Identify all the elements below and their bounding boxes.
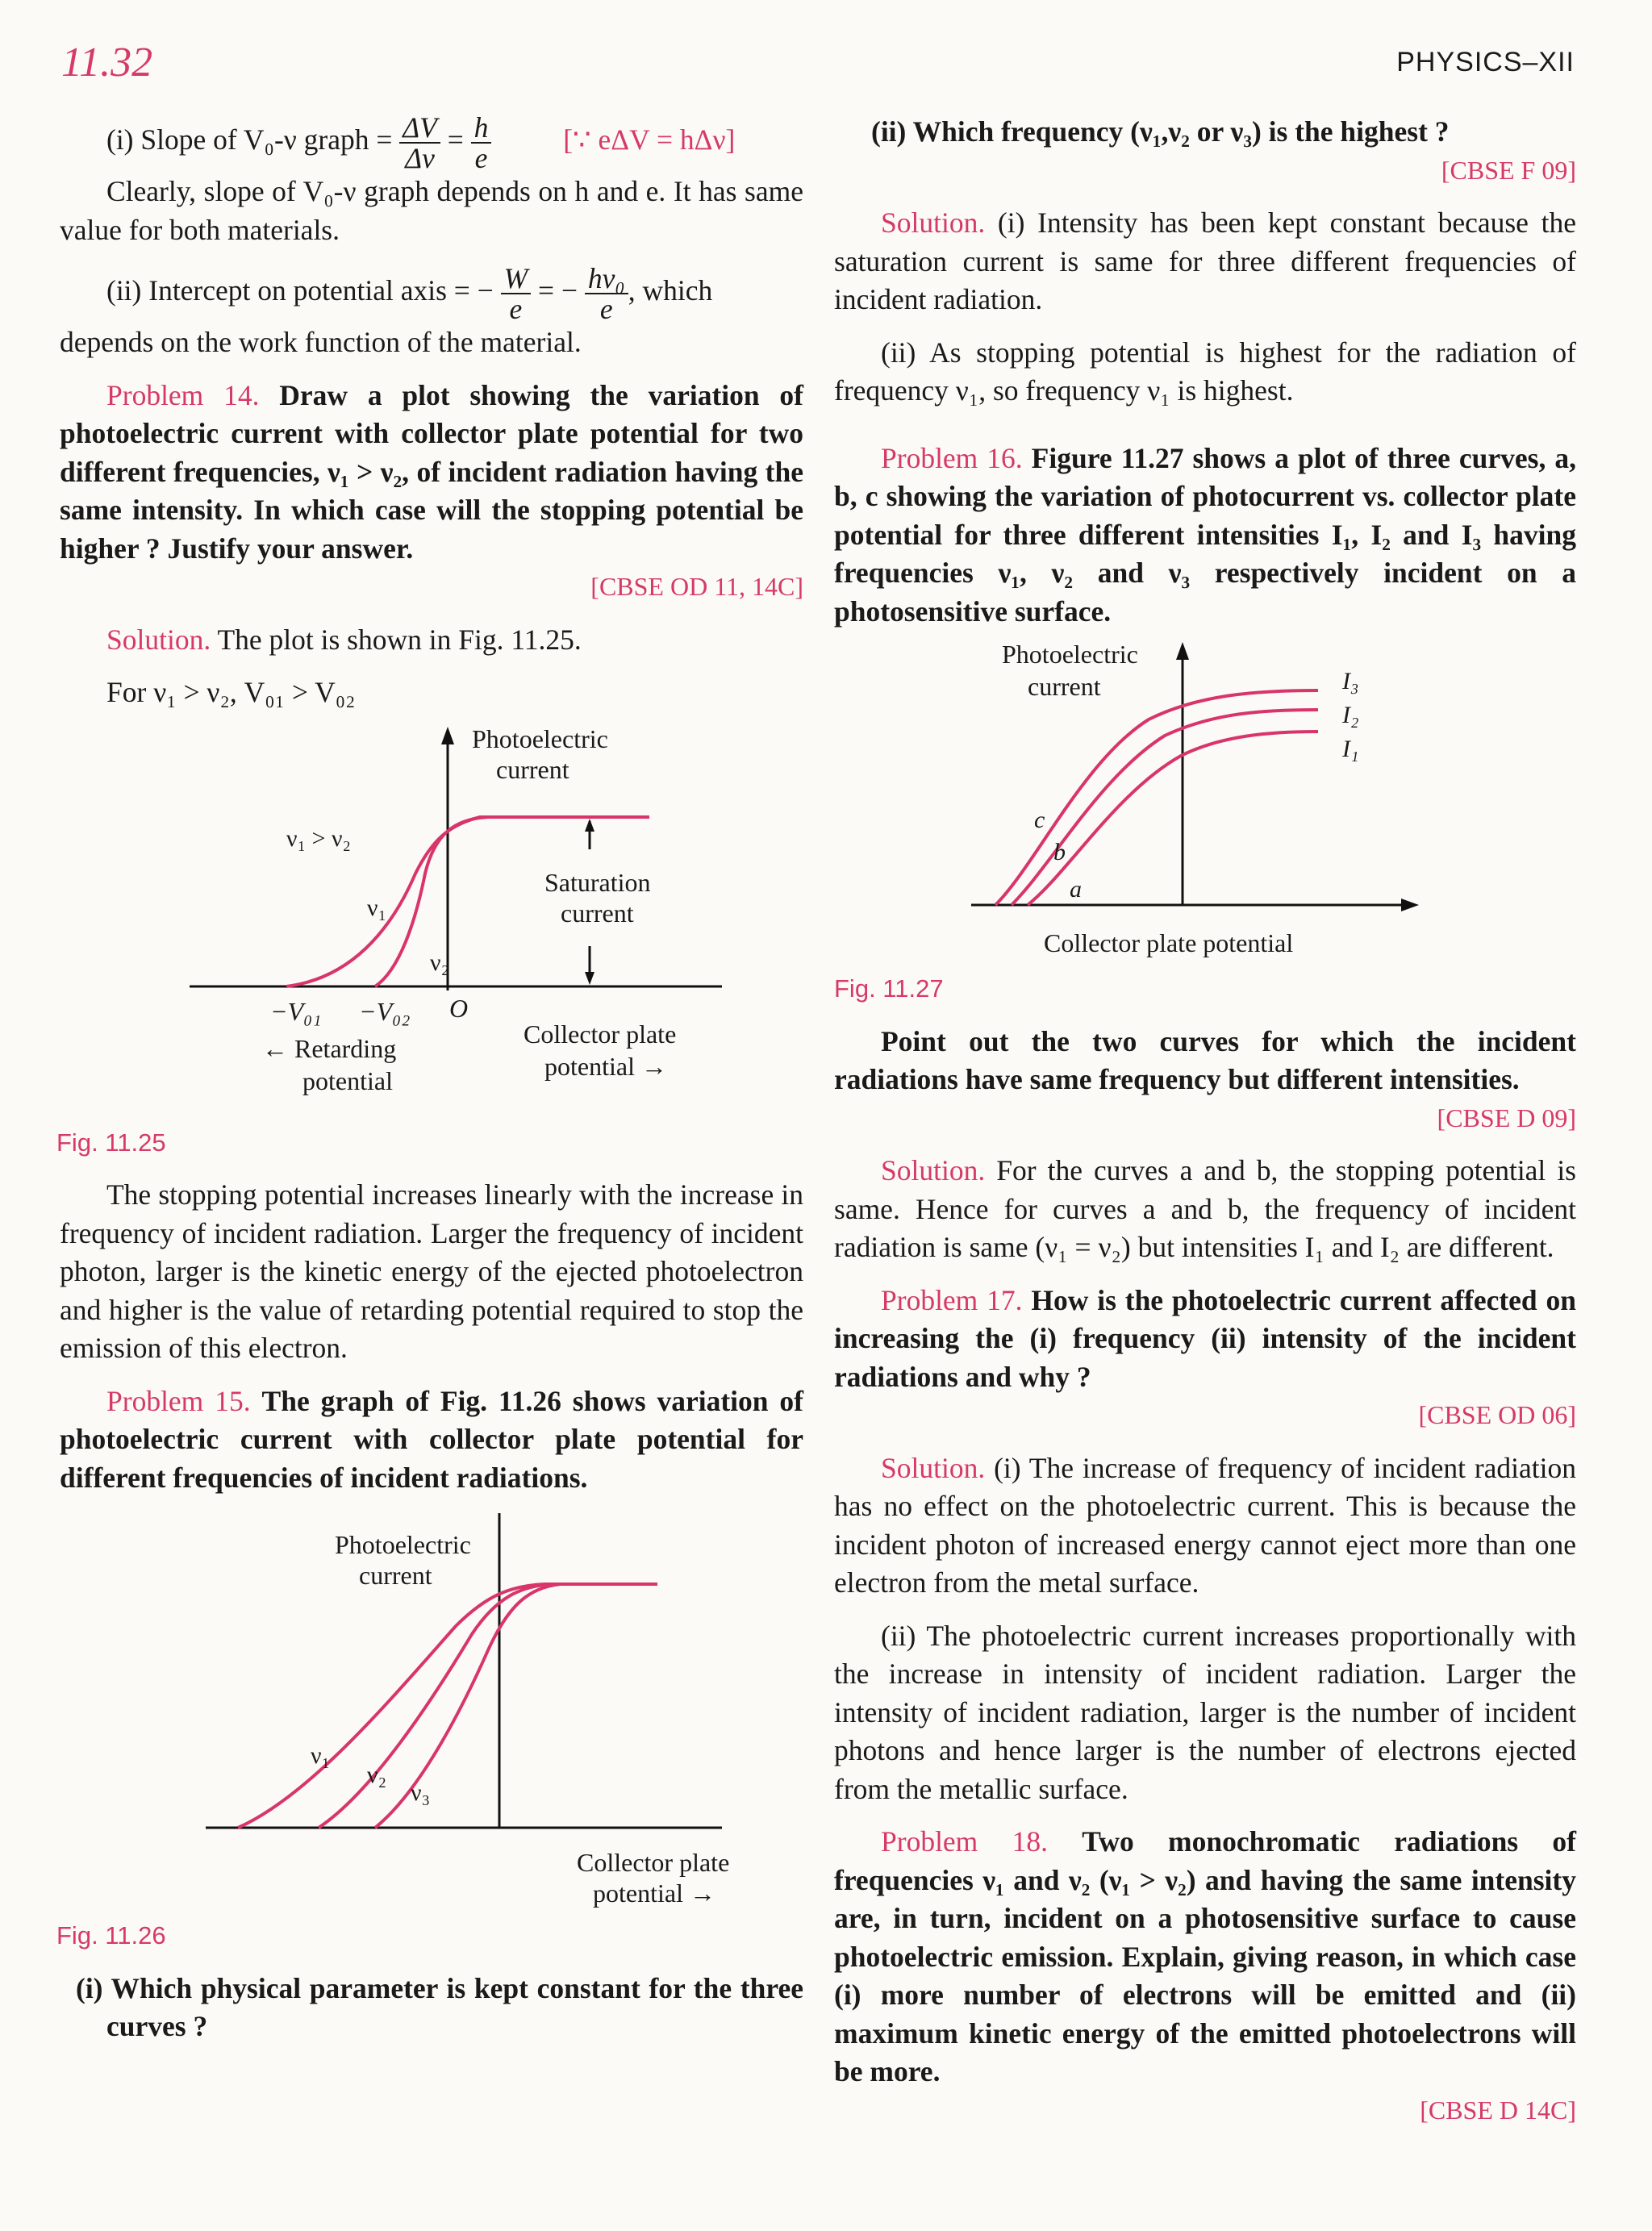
slope-label: (i) Slope of V₀-ν graph = bbox=[106, 123, 393, 156]
question-15-ii-ref: [CBSE F 09] bbox=[1441, 155, 1576, 185]
fig27-i3: I₃ bbox=[1342, 668, 1359, 694]
problem-14-text: Draw a plot showing the variation of photoelectric current with collector plate potential for two different frequencies, ν₁ > ν₂, of incident radiation having the same intensity. In which case will the stopping potential be higher ? Justify your answer. bbox=[60, 378, 803, 565]
problem-15-text: The graph of Fig. 11.26 shows variation of photoelectric current with collector plate potential for different frequencies of incident radiations. bbox=[60, 1384, 803, 1494]
fig25-retarding-2: potential bbox=[302, 1065, 393, 1095]
problem-17 bbox=[834, 1282, 1576, 1397]
solution-15-i: Solution. (i) Intensity has been kept constant because the saturation current is same for three different frequencies of incident radiation. bbox=[834, 206, 1576, 315]
fig25-origin: O bbox=[449, 993, 469, 1023]
problem-18-text: Two monochromatic radiations of frequencies ν₁ and ν₂ (ν₁ > ν₂) and having the same intensity are, in turn, incident on a photosensitive surface to cause photoelectric emission. Explain, giving reason, in which case (i) more number of electrons will be emitted and (ii) maximum kinetic energy of the emitted photoelectrons will be more. bbox=[834, 1825, 1576, 2087]
fig27-xlabel: Collector plate potential bbox=[1044, 928, 1294, 957]
running-head: PHYSICS–XII bbox=[1396, 47, 1575, 77]
stopping-potential-text: The stopping potential increases linearly with the increase in frequency of incident radiation. Larger the frequency of incident photon, larger is the kinetic energy of the ejected photoelectron and higher is the value of retarding potential required to stop the emission of this electron. bbox=[60, 1178, 803, 1364]
fig25-saturation-2: current bbox=[561, 898, 634, 928]
fig26-ylabel-2: current bbox=[359, 1561, 432, 1590]
fig25-nu1-label: ν₁ bbox=[367, 894, 387, 921]
fig26-nu1-label: ν₁ bbox=[311, 1742, 331, 1769]
fig25-ylabel-1: Photoelectric bbox=[472, 724, 608, 753]
fig27-caption: Fig. 11.27 bbox=[834, 974, 944, 1003]
problem-16-label: Problem 16. bbox=[881, 441, 1023, 474]
left-column bbox=[56, 111, 803, 2046]
fig26-xlabel-1: Collector plate bbox=[577, 1848, 730, 1877]
solution-16-label: Solution. bbox=[881, 1154, 986, 1186]
problem-16-text: Figure 11.27 shows a plot of three curves, a, b, c showing the variation of photocurrent vs. collector plate potential for three different intensities I₁, I₂ and I₃ having frequencies ν₁, ν₂ and ν₃ respectively incident on a photosensitive surface. bbox=[834, 441, 1576, 628]
question-15-ii: (ii) Which frequency (ν₁,ν₂ or ν₃) is the highest ? bbox=[871, 115, 1450, 148]
problem-14-ref: [CBSE OD 11, 14C] bbox=[590, 572, 803, 601]
fig27-y-arrow-icon bbox=[1176, 642, 1189, 660]
problem-16-ref: [CBSE D 09] bbox=[1437, 1103, 1576, 1132]
solution-17-label: Solution. bbox=[881, 1451, 986, 1484]
intercept-fraction-1: $\frac{W}{e}$ bbox=[501, 264, 532, 323]
problem-18-label: Problem 18. bbox=[881, 1825, 1048, 1858]
problem-17-text: How is the photoelectric current affected on increasing the (i) frequency (ii) intensity of the incident radiations and why ? bbox=[834, 1283, 1576, 1393]
fig26-caption: Fig. 11.26 bbox=[56, 1921, 166, 1950]
fig25-v02: −V₀₂ bbox=[359, 996, 411, 1026]
problem-18 bbox=[834, 1823, 1576, 2091]
fig27-curve-c bbox=[995, 690, 1318, 905]
solution-15-ii: (ii) As stopping potential is highest for the radiation of frequency ν₁, so frequency ν₁ is highest. bbox=[834, 336, 1576, 407]
right-column bbox=[834, 113, 1576, 2129]
intercept-fraction-2: $\frac{\text{hν₀}}{e}$ bbox=[585, 264, 628, 323]
intercept-text: depends on the work function of the material. bbox=[60, 326, 582, 358]
problem-17-ref: [CBSE OD 06] bbox=[1418, 1400, 1576, 1429]
fig27-x-arrow-icon bbox=[1401, 899, 1419, 911]
slope-line: (i) Slope of V₀-ν graph = $\frac{\Delta V}{\Delta\nu}$ = $\frac{h}{e}$ [∵ eΔV = hΔν] bbox=[106, 111, 736, 174]
slope-note: [∵ eΔV = hΔν] bbox=[563, 123, 736, 156]
solution-14 bbox=[60, 621, 803, 660]
fig25-condition: ν₁ > ν₂ bbox=[286, 824, 351, 852]
problem-15-label: Problem 15. bbox=[106, 1384, 251, 1417]
question-15-i: (i) Which physical parameter is kept constant for the three curves ? bbox=[76, 1971, 803, 2042]
fig27-ylabel-1: Photoelectric bbox=[1002, 640, 1138, 669]
problem-14-label: Problem 14. bbox=[106, 378, 260, 411]
fig26-ylabel-1: Photoelectric bbox=[335, 1530, 471, 1559]
problem-16-question: Point out the two curves for which the incident radiations have same frequency but different intensities. bbox=[834, 1024, 1576, 1095]
solution-17-i: Solution. (i) The increase of frequency of incident radiation has no effect on the photoelectric current. This is because the incident photon of increased energy cannot eject more than one electron from the metal surface. bbox=[834, 1451, 1576, 1599]
problem-16 bbox=[834, 440, 1576, 632]
fig25-sat-down-arrow-icon bbox=[585, 972, 594, 985]
fig25-xlabel-2: potential → bbox=[544, 1051, 667, 1081]
fig25-caption: Fig. 11.25 bbox=[56, 1128, 166, 1157]
fig27-i1: I₁ bbox=[1342, 736, 1359, 762]
fig27-label-b: b bbox=[1053, 839, 1066, 865]
fig25-v01: −V₀₁ bbox=[270, 996, 322, 1026]
fig26-nu3-label: ν₃ bbox=[411, 1779, 431, 1806]
fig27-i2: I₂ bbox=[1342, 702, 1359, 728]
problem-18-ref: [CBSE D 14C] bbox=[1420, 2095, 1576, 2125]
fig27-ylabel-2: current bbox=[1028, 672, 1101, 701]
figure-11-26 bbox=[125, 1497, 738, 1916]
fig26-curve-nu2 bbox=[319, 1584, 657, 1828]
figure-11-25 bbox=[125, 712, 738, 1124]
fig25-nu2-label: ν₂ bbox=[430, 949, 450, 976]
solution-14-condition: For ν₁ > ν₂, V₀₁ > V₀₂ bbox=[106, 676, 356, 708]
solution-15-label: Solution. bbox=[881, 206, 986, 239]
intercept-line: (ii) Intercept on potential axis = − $\frac{W}{e}$ = − $\frac{\text{hν₀}}{e}$ , which bbox=[106, 262, 713, 325]
solution-16: Solution. For the curves a and b, the stopping potential is same. Hence for curves a and b, the frequency of incident radiation is same (ν₁ = ν₂) but intensities I₁ and I₂ are different. bbox=[834, 1154, 1577, 1263]
solution-17-ii: (ii) The photoelectric current increases proportionally with the increase in intensity of incident radiation. Larger the intensity of incident radiation, larger is the number of incident photons and hence larger is the number of electrons ejected from the metallic surface. bbox=[834, 1619, 1576, 1805]
fig25-saturation-1: Saturation bbox=[544, 867, 651, 897]
fig26-nu2-label: ν₂ bbox=[367, 1762, 387, 1788]
problem-17-label: Problem 17. bbox=[881, 1283, 1023, 1316]
solution-14-label: Solution. bbox=[106, 623, 211, 656]
fig25-y-arrow-icon bbox=[441, 727, 454, 744]
slope-text: Clearly, slope of V₀-ν graph depends on h and e. It has same value for both materials. bbox=[60, 175, 803, 246]
figure-11-27 bbox=[963, 631, 1447, 970]
fig26-xlabel-2: potential → bbox=[593, 1879, 715, 1908]
fig25-xlabel-1: Collector plate bbox=[524, 1019, 677, 1049]
fig25-ylabel-2: current bbox=[496, 754, 569, 784]
slope-fraction-1: $\frac{\Delta V}{\Delta\nu}$ bbox=[399, 113, 440, 173]
problem-15 bbox=[60, 1382, 803, 1498]
fig27-label-c: c bbox=[1034, 807, 1045, 833]
fig27-label-a: a bbox=[1070, 876, 1082, 903]
fig25-retarding-1: ← Retarding bbox=[262, 1033, 397, 1063]
page-number: 11.32 bbox=[61, 40, 153, 85]
fig26-curve-nu1 bbox=[238, 1584, 657, 1828]
problem-14 bbox=[60, 377, 803, 569]
slope-fraction-2: $\frac{h}{e}$ bbox=[471, 113, 492, 173]
solution-14-text: The plot is shown in Fig. 11.25. bbox=[217, 623, 582, 656]
fig25-sat-up-arrow-icon bbox=[585, 819, 594, 832]
